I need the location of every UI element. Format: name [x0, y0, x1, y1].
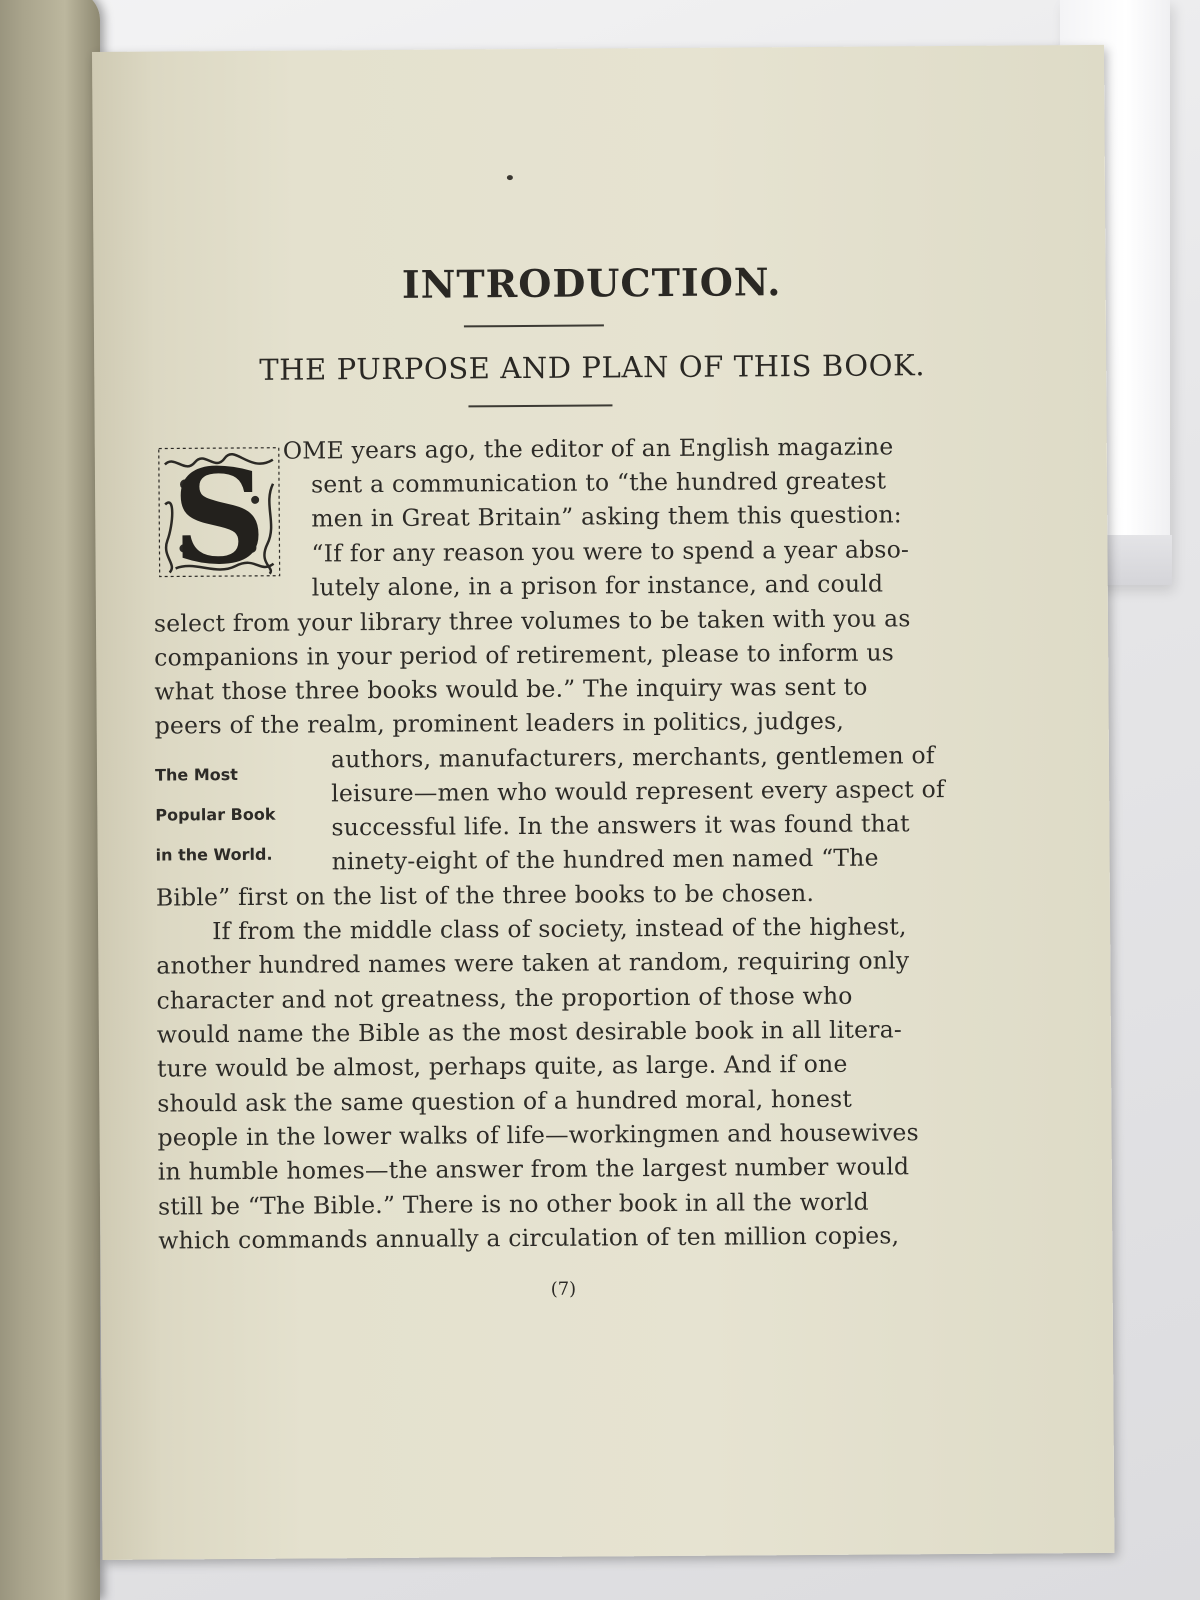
page-heading: INTRODUCTION.	[401, 259, 782, 307]
side-note-line-3: in the World.	[155, 844, 273, 865]
page-subheading: THE PURPOSE AND PLAN OF THIS BOOK.	[259, 348, 926, 387]
body-line-10: authors, manufacturers, merchants, gentlemen of	[330, 741, 935, 774]
body-line-13: ninety-eight of the hundred men named “The	[331, 843, 879, 876]
side-note-line-1: The Most	[154, 764, 238, 785]
body-line-9: peers of the realm, prominent leaders in politics, judges,	[154, 706, 845, 740]
body-line-5: lutely alone, in a prison for instance, and could	[311, 569, 884, 602]
body-line-4: “If for any reason you were to spend a year abso-	[311, 535, 910, 568]
book-page	[92, 45, 1115, 1560]
drop-cap-letter: S	[171, 443, 267, 581]
body-line-2: sent a communication to “the hundred greatest	[310, 466, 887, 499]
body-line-12: successful life. In the answers it was found that	[331, 809, 910, 842]
body-line-7: companions in your period of retirement, please to inform us	[154, 638, 895, 672]
body-line-3: men in Great Britain” asking them this question:	[311, 500, 902, 533]
body-line-21: people in the lower walks of life—workingmen and housewives	[157, 1118, 919, 1152]
left-page-edge	[0, 0, 100, 1600]
body-line-24: which commands annually a circulation of ten million copies,	[158, 1221, 900, 1255]
body-line-19: ture would be almost, perhaps quite, as large. And if one	[157, 1049, 848, 1083]
body-line-8: what those three books would be.” The inquiry was sent to	[154, 672, 868, 706]
body-line-15: If from the middle class of society, instead of the highest,	[212, 912, 907, 946]
body-line-20: should ask the same question of a hundred moral, honest	[157, 1084, 853, 1118]
page-number: (7)	[550, 1278, 577, 1300]
body-line-18: would name the Bible as the most desirable book in all litera-	[156, 1015, 903, 1049]
body-line-1: OME years ago, the editor of an English magazine	[282, 432, 894, 465]
heading-rule	[464, 324, 604, 327]
body-line-11: leisure—men who would represent every aspect of	[331, 775, 945, 808]
page-content	[150, 45, 1040, 1300]
body-line-6: select from your library three volumes to be taken with you as	[153, 604, 911, 638]
subheading-rule	[468, 404, 612, 407]
body-line-22: in humble homes—the answer from the largest number would	[157, 1152, 910, 1186]
body-line-17: character and not greatness, the proportion of those who	[156, 981, 853, 1015]
body-line-23: still be “The Bible.” There is no other book in all the world	[157, 1187, 869, 1221]
body-line-16: another hundred names were taken at random, requiring only	[156, 946, 910, 980]
side-note-line-2: Popular Book	[155, 804, 276, 825]
ornament-dot	[507, 175, 513, 180]
drop-cap-ornament	[155, 444, 284, 581]
body-line-14: Bible” first on the list of the three books to be chosen.	[155, 878, 815, 912]
